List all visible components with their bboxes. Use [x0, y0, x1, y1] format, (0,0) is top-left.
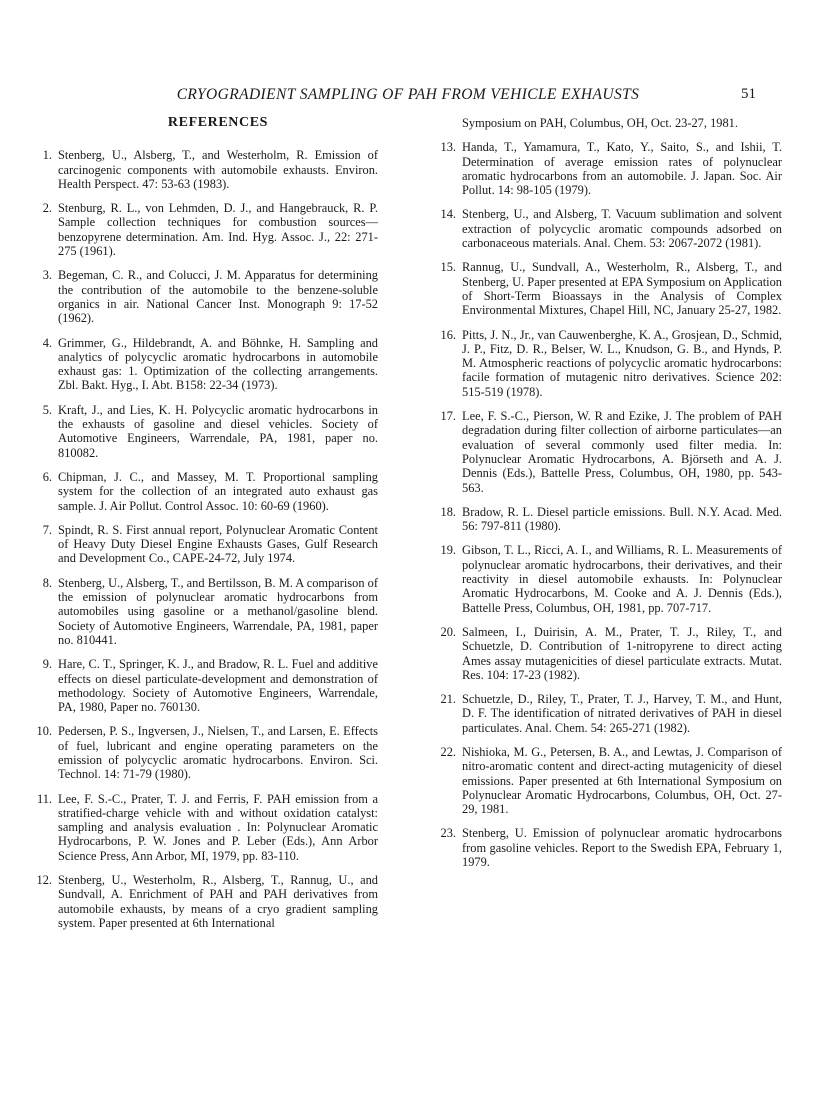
- reference-text: Handa, T., Yamamura, T., Kato, Y., Saito, S., and Ishii, T. Determination of average emission rates of polynuclear aromatic hydrocarbons from an automobile. J. Japan. Soc. Air Pollut. 14: 98-105 (1979).: [462, 140, 782, 198]
- reference-number: 16.: [440, 327, 456, 342]
- reference-item: [30, 268, 378, 325]
- reference-number: 19.: [440, 543, 456, 558]
- reference-item: [30, 403, 378, 460]
- reference-number: 14.: [440, 207, 456, 222]
- references-heading: REFERENCES: [167, 115, 269, 130]
- reference-text: Lee, F. S.-C., Pierson, W. R and Ezike, J. The problem of PAH degradation during filter collection of airborne particulates—an evaluation of several commonly used filter media. In: Polynuclear Aromatic Hydrocarbons, A. Björseth and A. J. Dennis (Eds.), Battelle Press, Columbus, OH, 1980, pp. 543-563.: [462, 409, 782, 495]
- reference-text: Lee, F. S.-C., Prater, T. J. and Ferris, F. PAH emission from a stratified-charge vehicle with and without oxidation catalyst: sampling and analysis evaluation . In: Polynuclear Aromatic Hydrocarbons, P. W. Jones and P. Leber (Eds.), Ann Arbor Science Press, Ann Arbor, MI, 1979, pp. 83-110.: [58, 791, 378, 863]
- right-column: [434, 116, 782, 879]
- reference-text: Rannug, U., Sundvall, A., Westerholm, R., Alsberg, T., and Stenberg, U. Paper presented at EPA Symposium on Application of Short-Term Bioassays in the Analysis of Complex Environmental Mixtures, Chapel Hill, NC, January 25-27, 1982.: [462, 260, 782, 318]
- running-title: CRYOGRADIENT SAMPLING OF PAH FROM VEHICLE EXHAUSTS: [176, 86, 640, 103]
- reference-number: 10.: [36, 724, 52, 739]
- reference-text: Kraft, J., and Lies, K. H. Polycyclic aromatic hydrocarbons in the exhausts of gasoline and diesel vehicles. Society of Automotive Engineers, Warrendale, PA, 1981, paper no. 810082.: [58, 402, 378, 460]
- reference-number: 20.: [440, 624, 456, 639]
- reference-text: Grimmer, G., Hildebrandt, A. and Böhnke, H. Sampling and analytics of polycyclic aromatic hydrocarbons in automobile exhaust gas: 1. Optimization of the collecting arrangements. Zbl. Bakt. Hyg., I. Abt. B158: 22-34 (1973).: [58, 335, 378, 393]
- reference-number: 7.: [42, 522, 52, 537]
- reference-number: 12.: [36, 873, 52, 888]
- reference-item: [30, 576, 378, 647]
- running-header: [0, 86, 816, 106]
- reference-continuation: Symposium on PAH, Columbus, OH, Oct. 23-27, 1981.: [462, 116, 738, 130]
- reference-item: [434, 745, 782, 816]
- reference-text: Stenberg, U., Alsberg, T., and Bertilsson, B. M. A comparison of the emission of polynuclear aromatic hydrocarbons from automobiles using gasoline or a methanol/gasoline blend. Society of Automotive Engineers, Warrendale, PA, 1981, paper no. 810441.: [58, 575, 378, 647]
- reference-number: 3.: [42, 268, 52, 283]
- reference-number: 1.: [42, 148, 52, 163]
- reference-text: Stenberg, U., Alsberg, T., and Westerholm, R. Emission of carcinogenic components with automobile exhausts. Environ. Health Perspect. 47: 53-63 (1983).: [58, 148, 378, 191]
- reference-item: [434, 826, 782, 869]
- reference-text: Stenburg, R. L., von Lehmden, D. J., and Hangebrauck, R. P. Sample collection techniques for combustion sources—benzopyrene determination. Am. Ind. Hyg. Assoc. J., 22: 271-275 (1961).: [58, 201, 378, 259]
- reference-item: [434, 409, 782, 495]
- reference-list-right: [434, 140, 782, 869]
- reference-text: Chipman, J. C., and Massey, M. T. Proportional sampling system for the collection of an integrated auto exhaust gas sample. J. Air Pollut. Control Assoc. 10: 60-69 (1960).: [58, 469, 378, 513]
- reference-number: 17.: [440, 409, 456, 424]
- reference-text: Stenberg, U. Emission of polynuclear aromatic hydrocarbons from gasoline vehicles. Report to the Swedish EPA, February 1, 1979.: [462, 826, 782, 870]
- reference-item: [30, 523, 378, 566]
- reference-number: 15.: [440, 260, 456, 275]
- reference-text: Salmeen, I., Duirisin, A. M., Prater, T. J., Riley, T., and Schuetzle, D. Contribution of 1-nitropyrene to direct acting Ames assay mutagenicities of diesel particulate extracts. Mutat. Res. 104: 17-23 (1982).: [462, 624, 782, 682]
- reference-text: Bradow, R. L. Diesel particle emissions. Bull. N.Y. Acad. Med. 56: 797-811 (1980).: [462, 504, 782, 534]
- reference-text: Pedersen, P. S., Ingversen, J., Nielsen, T., and Larsen, E. Effects of fuel, lubricant and engine operating parameters on the emission of polycyclic aromatic hydrocarbons. Environ. Sci. Technol. 14: 71-79 (1980).: [58, 724, 378, 782]
- left-column: [30, 116, 378, 940]
- reference-item: [30, 724, 378, 781]
- reference-number: 9.: [42, 657, 52, 672]
- reference-number: 5.: [42, 402, 52, 417]
- reference-item: [30, 470, 378, 513]
- reference-number: 2.: [42, 201, 52, 216]
- reference-text: Stenberg, U., and Alsberg, T. Vacuum sublimation and solvent extraction of polycyclic aromatic compounds adsorbed on carbonaceous materials. Anal. Chem. 53: 2067-2072 (1981).: [462, 207, 782, 251]
- reference-item: [434, 140, 782, 197]
- reference-item: [434, 207, 782, 250]
- reference-number: 13.: [440, 140, 456, 155]
- reference-number: 6.: [42, 469, 52, 484]
- reference-text: Spindt, R. S. First annual report, Polynuclear Aromatic Content of Heavy Duty Diesel Engine Exhausts Gases, Gulf Research and Development Co., CAPE-24-72, July 1974.: [58, 522, 378, 566]
- reference-number: 4.: [42, 335, 52, 350]
- reference-text: Schuetzle, D., Riley, T., Prater, T. J., Harvey, T. M., and Hunt, D. F. The identification of nitrated derivatives of PAH in diesel particulates. Anal. Chem. 54: 265-271 (1982).: [462, 692, 782, 735]
- reference-item: [434, 260, 782, 317]
- reference-text: Hare, C. T., Springer, K. J., and Bradow, R. L. Fuel and additive effects on diesel particulate-development and demonstration of methodology. Society of Automotive Engineers, Warrendale, PA, 1980, Paper no. 760130.: [58, 657, 378, 715]
- reference-text: Pitts, J. N., Jr., van Cauwenberghe, K. A., Grosjean, D., Schmid, J. P., Fitz, D. R., Belser, W. L., Knudson, G. B., and Hynds, P. M. Atmospheric reactions of polycyclic aromatic hydrocarbons: facile formation of mutagenic nitro derivatives. Science 202: 515-519 (1978).: [462, 327, 782, 399]
- reference-number: 18.: [440, 504, 456, 519]
- reference-number: 23.: [440, 826, 456, 841]
- reference-item: [434, 543, 782, 614]
- reference-item: [434, 505, 782, 534]
- reference-number: 11.: [36, 791, 52, 806]
- reference-item: [30, 148, 378, 191]
- reference-item: [434, 692, 782, 735]
- reference-text: Gibson, T. L., Ricci, A. I., and Williams, R. L. Measurements of polynuclear aromatic hydrocarbons, their derivatives, and their reactivity in diesel automobile exhausts. In: Polynuclear Aromatic Hydrocarbons, M. Cooke and A. J. Dennis (Eds.), Battelle Press, Columbus, OH, 1981, pp. 707-717.: [462, 543, 782, 615]
- reference-item: [434, 625, 782, 682]
- reference-text: Begeman, C. R., and Colucci, J. M. Apparatus for determining the contribution of the automobile to the benzene-soluble organics in air. National Cancer Inst. Monograph 9: 17-52 (1962).: [58, 268, 378, 326]
- reference-item: [30, 201, 378, 258]
- reference-item: [434, 328, 782, 399]
- reference-list-left: [30, 148, 378, 930]
- page-number: 51: [741, 86, 756, 102]
- reference-item: [30, 657, 378, 714]
- reference-number: 21.: [440, 692, 456, 707]
- reference-item: [30, 336, 378, 393]
- reference-number: 8.: [42, 575, 52, 590]
- reference-text: Stenberg, U., Westerholm, R., Alsberg, T., Rannug, U., and Sundvall, A. Enrichment of PAH and PAH derivatives from automobile exhausts, by means of a cryo gradient sampling system. Paper presented at 6th International: [58, 873, 378, 930]
- reference-text: Nishioka, M. G., Petersen, B. A., and Lewtas, J. Comparison of nitro-aromatic content and direct-acting mutagenicity of diesel emissions. Paper presented at 6th International Symposium on Polynuclear Aromatic Hydrocarbons, Columbus, OH, Oct. 27-29, 1981.: [462, 744, 782, 817]
- reference-item: [30, 873, 378, 930]
- reference-item: [30, 792, 378, 863]
- reference-number: 22.: [440, 744, 456, 759]
